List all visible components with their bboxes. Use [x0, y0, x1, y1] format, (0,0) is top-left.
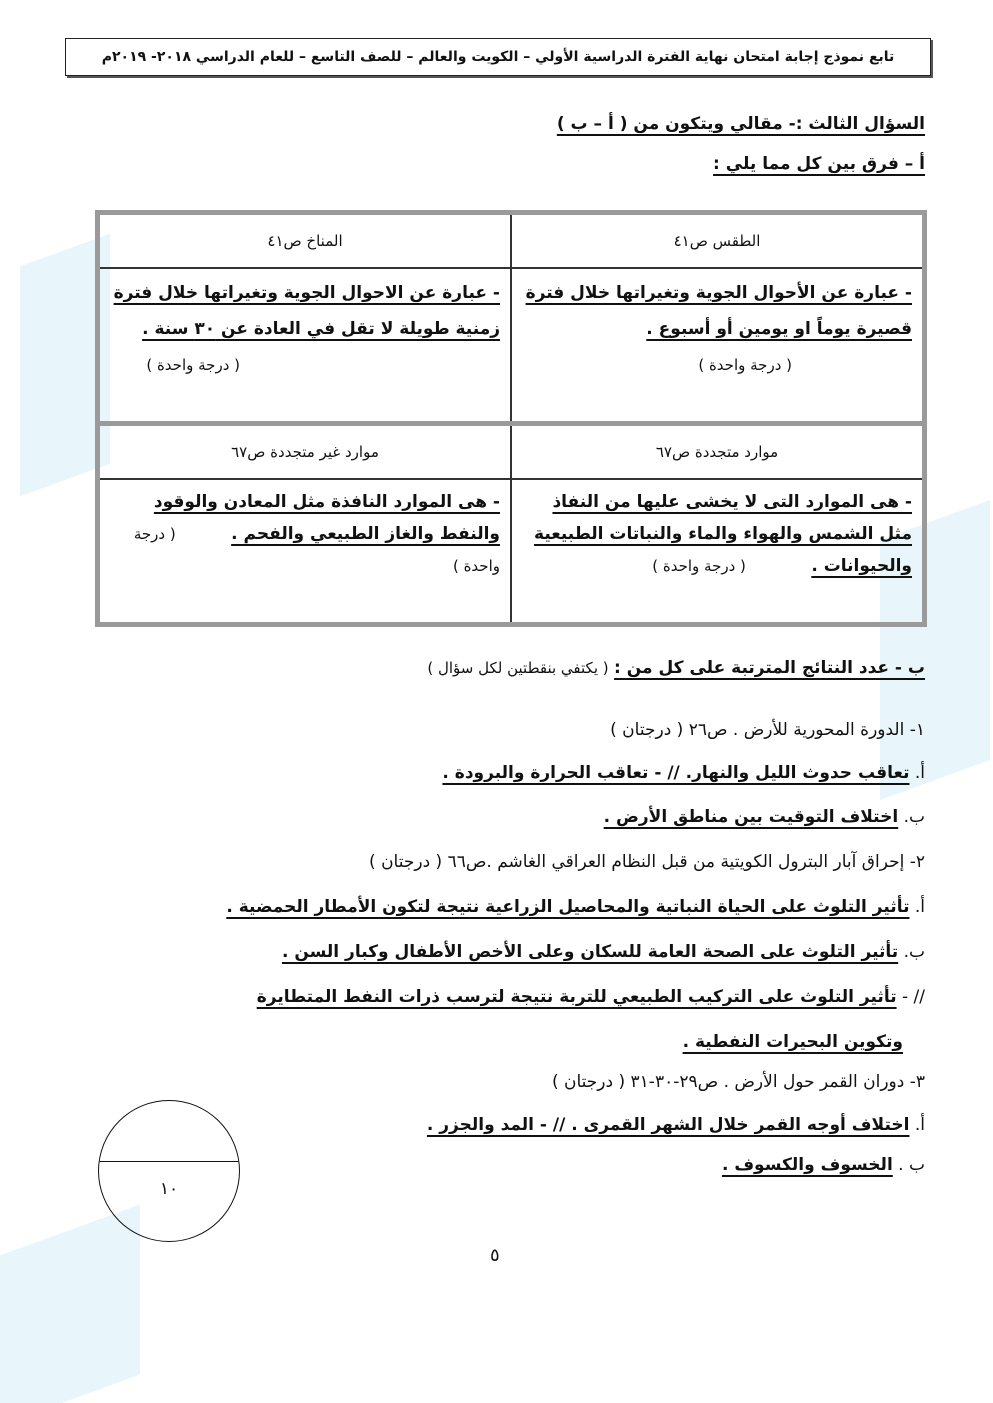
- item-answer: وتكوين البحيرات النفطية .: [682, 1032, 903, 1052]
- table-header-nonrenewable: موارد غير متجددة ص٦٧: [98, 424, 512, 480]
- item-text: ٣- دوران القمر حول الأرض . ص٢٩-٣٠-٣١ ( درجتان ): [551, 1072, 925, 1092]
- list-item: [722, 1153, 925, 1177]
- item-label: أ.: [909, 1115, 925, 1135]
- renewable-definition: - هى الموارد التى لا يخشى عليها من النفاذ مثل الشمس والهواء والماء والنباتات الطبيعية والحيوانات .: [534, 492, 912, 576]
- item-answer: تأثير التلوث على الصحة العامة للسكان وعلى الأخص الأطفال وكبار السن .: [281, 942, 899, 962]
- grade-label: ( درجة واحدة ): [698, 356, 792, 374]
- part-b-heading: [427, 656, 925, 680]
- item-label: // -: [896, 987, 925, 1007]
- part-b-title: ب - عدد النتائج المترتبة على كل من :: [614, 658, 925, 678]
- nonrenewable-definition: - هى الموارد النافذة مثل المعادن والوقود والنفط والغاز الطبيعي والفحم .: [153, 492, 500, 544]
- item-text: ١- الدورة المحورية للأرض . ص٢٦ ( درجتان ): [610, 720, 925, 740]
- watermark-shape: [0, 1205, 140, 1403]
- list-item: [369, 850, 925, 874]
- list-item: [282, 940, 925, 964]
- item-answer: تأثير التلوث على التركيب الطبيعي للتربة نتيجة لترسب ذرات النفط المتطايرة: [256, 987, 897, 1007]
- item-label: ب.: [898, 942, 925, 962]
- part-b-note: ( يكتفي بنقطتين لكل سؤال ): [427, 659, 609, 677]
- list-item: [257, 985, 925, 1009]
- list-item: [552, 1070, 925, 1094]
- item-text: ٢- إحراق آبار البترول الكويتية من قبل النظام العراقي الغاشم .ص٦٦ ( درجتان ): [369, 852, 925, 872]
- page-header: تابع نموذج إجابة امتحان نهاية الفترة الدراسية الأولي – الكويت والعالم – للصف التاسع – للعام الدراسي ٢٠١٨- ٢٠١٩م: [65, 38, 931, 76]
- climate-definition: - عبارة عن الاحوال الجوية وتغيراتها خلال فترة زمنية طويلة لا تقل في العادة عن ٣٠ سنة .: [113, 283, 500, 339]
- list-item: [683, 1030, 903, 1054]
- score-divider: [99, 1161, 239, 1162]
- table-cell: [511, 479, 925, 625]
- list-item: [427, 1113, 925, 1137]
- score-circle: [98, 1100, 240, 1242]
- list-item: [442, 761, 925, 785]
- part-a-title: أ – فرق بين كل مما يلي :: [713, 154, 925, 174]
- list-item: [226, 895, 925, 919]
- grade-label: ( درجة واحدة ): [133, 525, 500, 575]
- max-score: ١٠: [159, 1179, 179, 1199]
- weather-definition: - عبارة عن الأحوال الجوية وتغيراتها خلال فترة قصيرة يوماً او يومين أو أسبوع .: [525, 283, 912, 339]
- item-answer: الخسوف والكسوف .: [721, 1155, 893, 1175]
- table-cell: [98, 268, 512, 424]
- question-title: السؤال الثالث :- مقالي ويتكون من ( أ – ب ): [556, 114, 925, 134]
- comparison-table: [95, 210, 927, 627]
- table-cell: [511, 268, 925, 424]
- item-label: أ.: [909, 897, 925, 917]
- grade-label: ( درجة واحدة ): [652, 557, 746, 575]
- item-label: أ.: [909, 763, 925, 783]
- table-cell: [98, 479, 512, 625]
- item-answer: تأثير التلوث على الحياة النباتية والمحاصيل الزراعية نتيجة لتكون الأمطار الحمضية .: [226, 897, 910, 917]
- page-number: ٥: [490, 1245, 500, 1266]
- item-label: ب.: [898, 807, 925, 827]
- item-answer: اختلاف التوقيت بين مناطق الأرض .: [603, 807, 899, 827]
- grade-label: ( درجة واحدة ): [146, 356, 240, 374]
- table-header-weather: الطقس ص٤١: [511, 213, 925, 269]
- item-label: ب .: [892, 1155, 925, 1175]
- item-answer: اختلاف أوجه القمر خلال الشهر القمرى . // - المد والجزر .: [426, 1115, 910, 1135]
- list-item: [604, 805, 925, 829]
- table-header-climate: المناخ ص٤١: [98, 213, 512, 269]
- table-header-renewable: موارد متجددة ص٦٧: [511, 424, 925, 480]
- item-answer: تعاقب حدوث الليل والنهار. // - تعاقب الحرارة والبرودة .: [442, 763, 910, 783]
- list-item: [610, 718, 925, 742]
